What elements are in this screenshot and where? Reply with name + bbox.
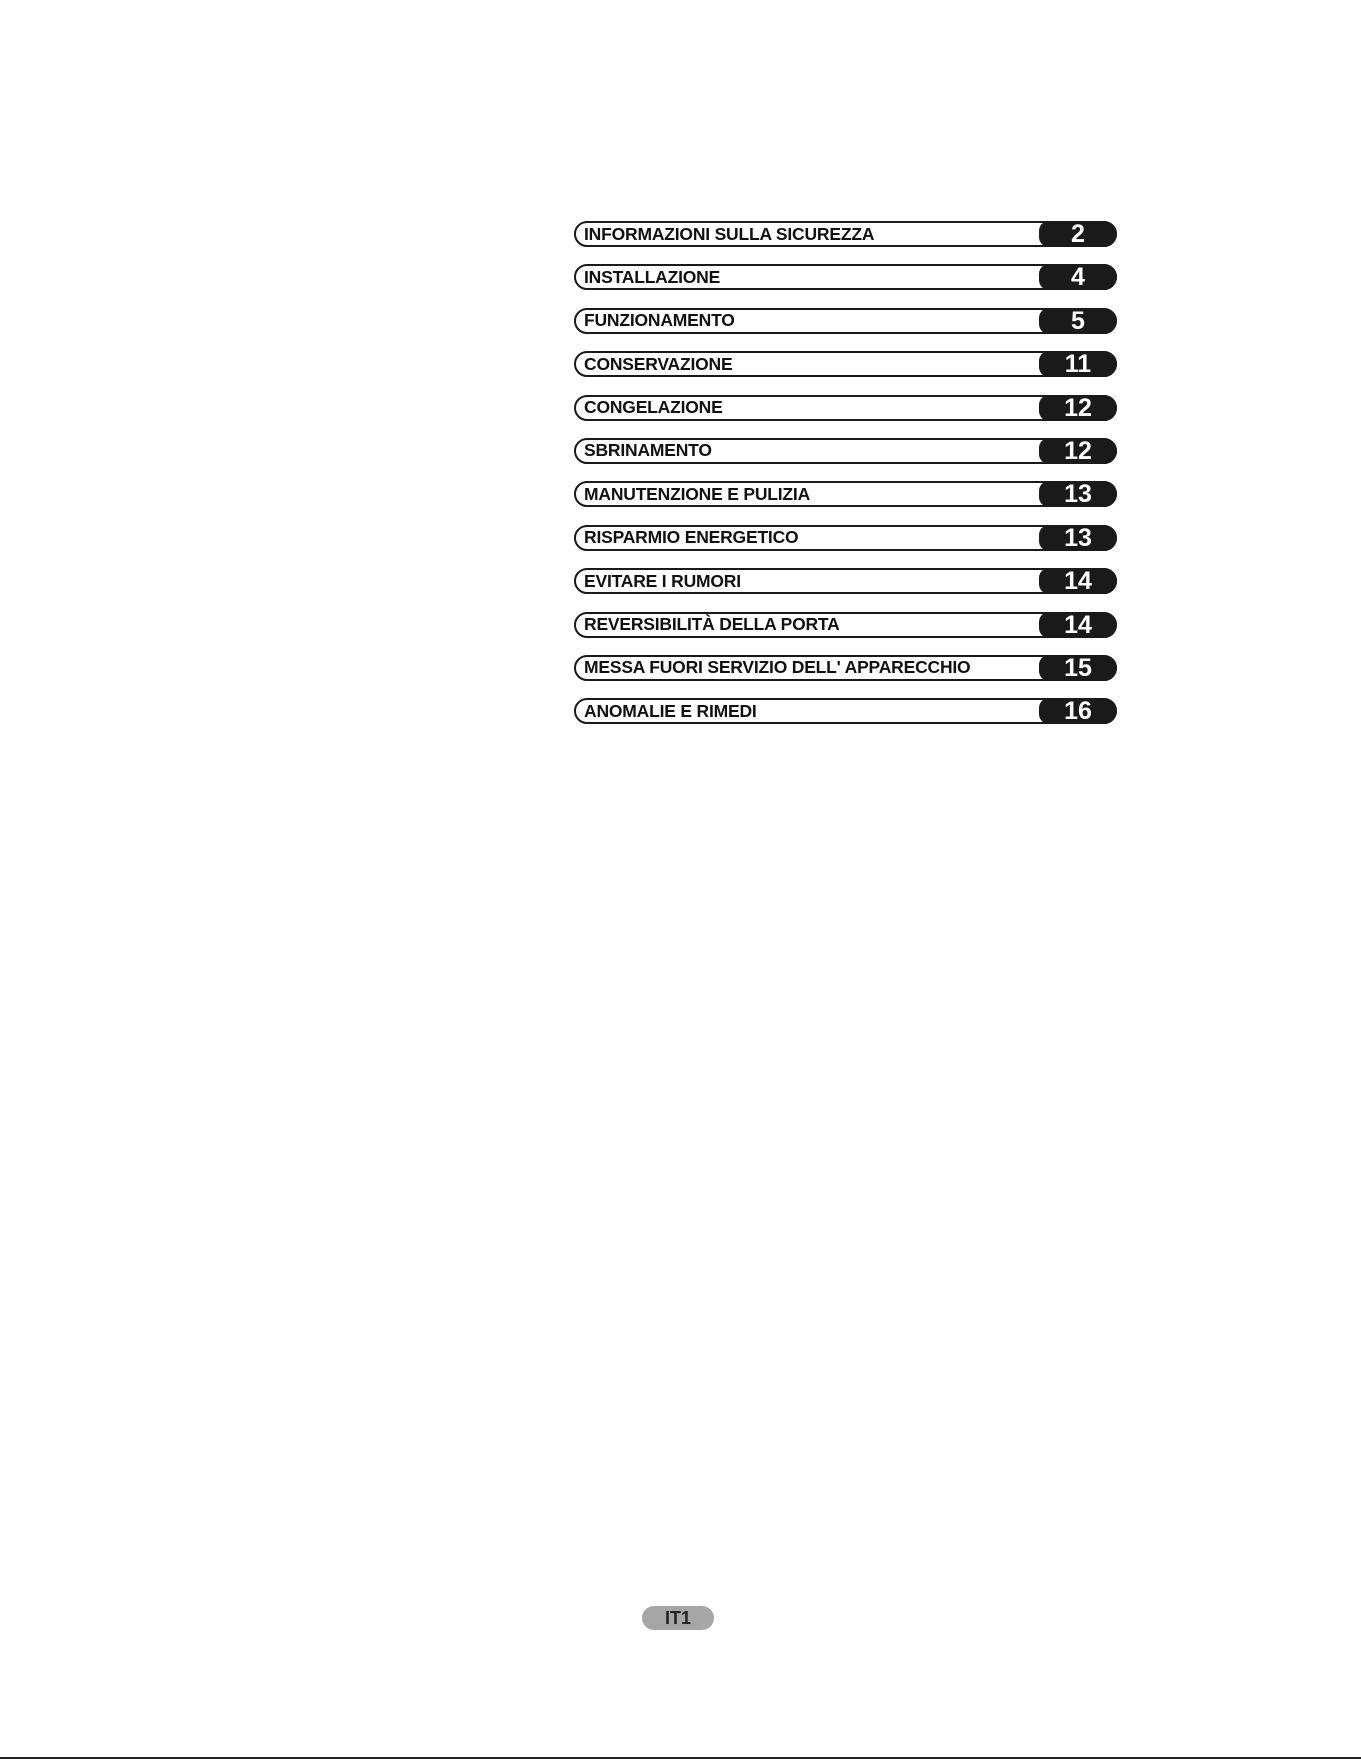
toc-entry-troubleshooting[interactable]: [574, 698, 1117, 724]
toc-entry-maintenance[interactable]: [574, 481, 1117, 507]
page-number-badge: IT1: [642, 1606, 714, 1630]
toc-entry-label: MESSA FUORI SERVIZIO DELL' APPARECCHIO: [584, 657, 971, 678]
toc-entry-installation[interactable]: [574, 264, 1117, 290]
table-of-contents: [574, 221, 1117, 742]
toc-entry-label: REVERSIBILITÀ DELLA PORTA: [584, 613, 840, 635]
toc-entry-label: SBRINAMENTO: [584, 440, 712, 461]
toc-page-number: 15: [1039, 655, 1117, 681]
toc-page-number: 12: [1039, 438, 1117, 464]
toc-page-number: 12: [1039, 395, 1117, 421]
toc-entry-label: EVITARE I RUMORI: [584, 570, 741, 591]
bottom-divider: [0, 1757, 1361, 1759]
toc-entry-defrosting[interactable]: [574, 438, 1117, 464]
toc-entry-operation[interactable]: [574, 308, 1117, 334]
toc-page-number: 13: [1039, 525, 1117, 551]
toc-entry-energy-saving[interactable]: [574, 525, 1117, 551]
toc-page-number: 14: [1039, 612, 1117, 638]
toc-entry-label: MANUTENZIONE E PULIZIA: [584, 483, 811, 505]
toc-entry-door-reversibility[interactable]: [574, 612, 1117, 638]
toc-entry-label: CONSERVAZIONE: [584, 353, 733, 374]
toc-entry-label: RISPARMIO ENERGETICO: [584, 527, 799, 548]
toc-entry-freezing[interactable]: [574, 395, 1117, 421]
toc-entry-label: ANOMALIE E RIMEDI: [584, 700, 757, 721]
toc-entry-label: FUNZIONAMENTO: [584, 310, 735, 331]
toc-page-number: 13: [1039, 481, 1117, 507]
toc-entry-storage[interactable]: [574, 351, 1117, 377]
toc-entry-decommissioning[interactable]: [574, 655, 1117, 681]
toc-page-number: 11: [1039, 351, 1117, 377]
toc-entry-avoid-noise[interactable]: [574, 568, 1117, 594]
toc-page-number: 2: [1039, 221, 1117, 247]
toc-page-number: 5: [1039, 308, 1117, 334]
toc-page-number: 16: [1039, 698, 1117, 724]
toc-entry-label: INSTALLAZIONE: [584, 266, 721, 288]
toc-entry-label: CONGELAZIONE: [584, 396, 723, 418]
toc-page-number: 4: [1039, 264, 1117, 290]
toc-entry-safety[interactable]: [574, 221, 1117, 247]
toc-entry-label: INFORMAZIONI SULLA SICUREZZA: [584, 223, 875, 244]
toc-page-number: 14: [1039, 568, 1117, 594]
